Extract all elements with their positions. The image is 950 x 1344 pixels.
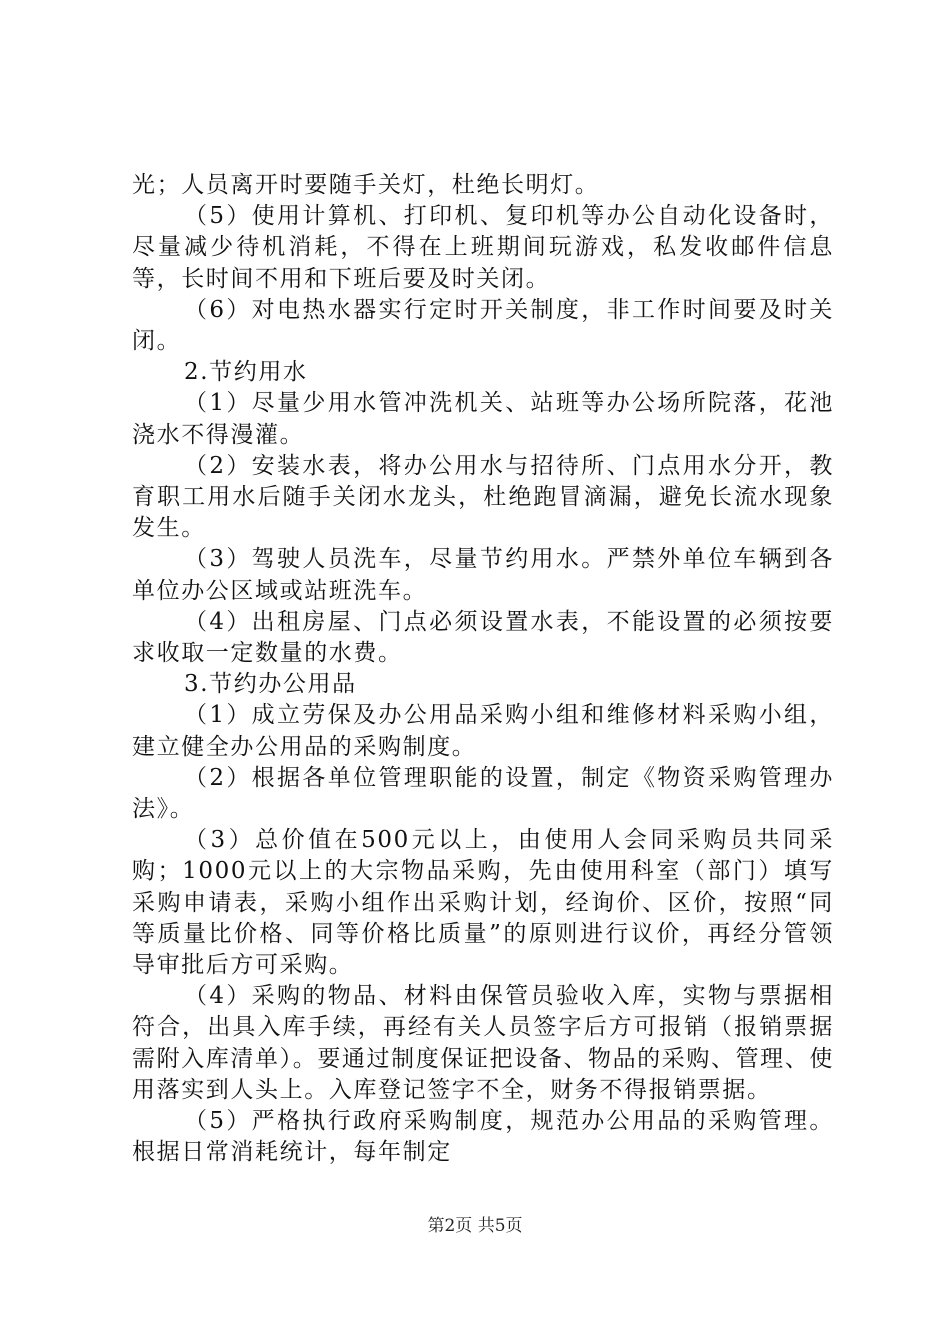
paragraph-3: （6）对电热水器实行定时开关制度，非工作时间要及时关闭。 xyxy=(132,296,834,355)
paragraph-6: （2）安装水表，将办公用水与招待所、门点用水分开，教育职工用水后随手关闭水龙头，杜绝跑冒滴漏，避免长流水现象发生。 xyxy=(132,452,834,542)
paragraph-7: （3）驾驶人员洗车，尽量节约用水。严禁外单位车辆到各单位办公区域或站班洗车。 xyxy=(132,546,834,604)
paragraph-12: （3）总价值在500元以上，由使用人会同采购员共同采购；1000元以上的大宗物品采购，先由使用科室（部门）填写采购申请表，采购小组作出采购计划，经询价、区价，按照“同等质量比价格、同等价格比质量”的原则进行议价，再经分管领导审批后方可采购。 xyxy=(132,827,834,979)
paragraph-13: （4）采购的物品、材料由保管员验收入库，实物与票据相符合，出具入库手续，再经有关人员签字后方可报销（报销票据需附入库清单）。要通过制度保证把设备、物品的采购、管理、使用落实到人头上。入库登记签字不全，财务不得报销票据。 xyxy=(132,983,834,1103)
document-body xyxy=(132,170,834,1169)
paragraph-8: （4）出租房屋、门点必须设置水表，不能设置的必须按要求收取一定数量的水费。 xyxy=(132,608,834,667)
paragraph-2: （5）使用计算机、打印机、复印机等办公自动化设备时，尽量减少待机消耗，不得在上班期间玩游戏，私发收邮件信息等，长时间不用和下班后要及时关闭。 xyxy=(132,203,834,292)
paragraph-11: （2）根据各单位管理职能的设置，制定《物资采购管理办法》。 xyxy=(132,764,834,823)
page-footer: 第2页 共5页 xyxy=(427,1216,523,1236)
paragraph-14: （5）严格执行政府采购制度，规范办公用品的采购管理。根据日常消耗统计，每年制定 xyxy=(132,1108,834,1166)
paragraph-5: （1）尽量少用水管冲洗机关、站班等办公场所院落，花池浇水不得漫灌。 xyxy=(132,390,834,448)
paragraph-10: （1）成立劳保及办公用品采购小组和维修材料采购小组，建立健全办公用品的采购制度。 xyxy=(132,702,834,760)
section-heading-office-supplies: 3.节约办公用品 xyxy=(184,671,357,698)
section-heading-water: 2.节约用水 xyxy=(184,359,308,386)
paragraph-1: 光；人员离开时要随手关灯，杜绝长明灯。 xyxy=(132,172,600,198)
